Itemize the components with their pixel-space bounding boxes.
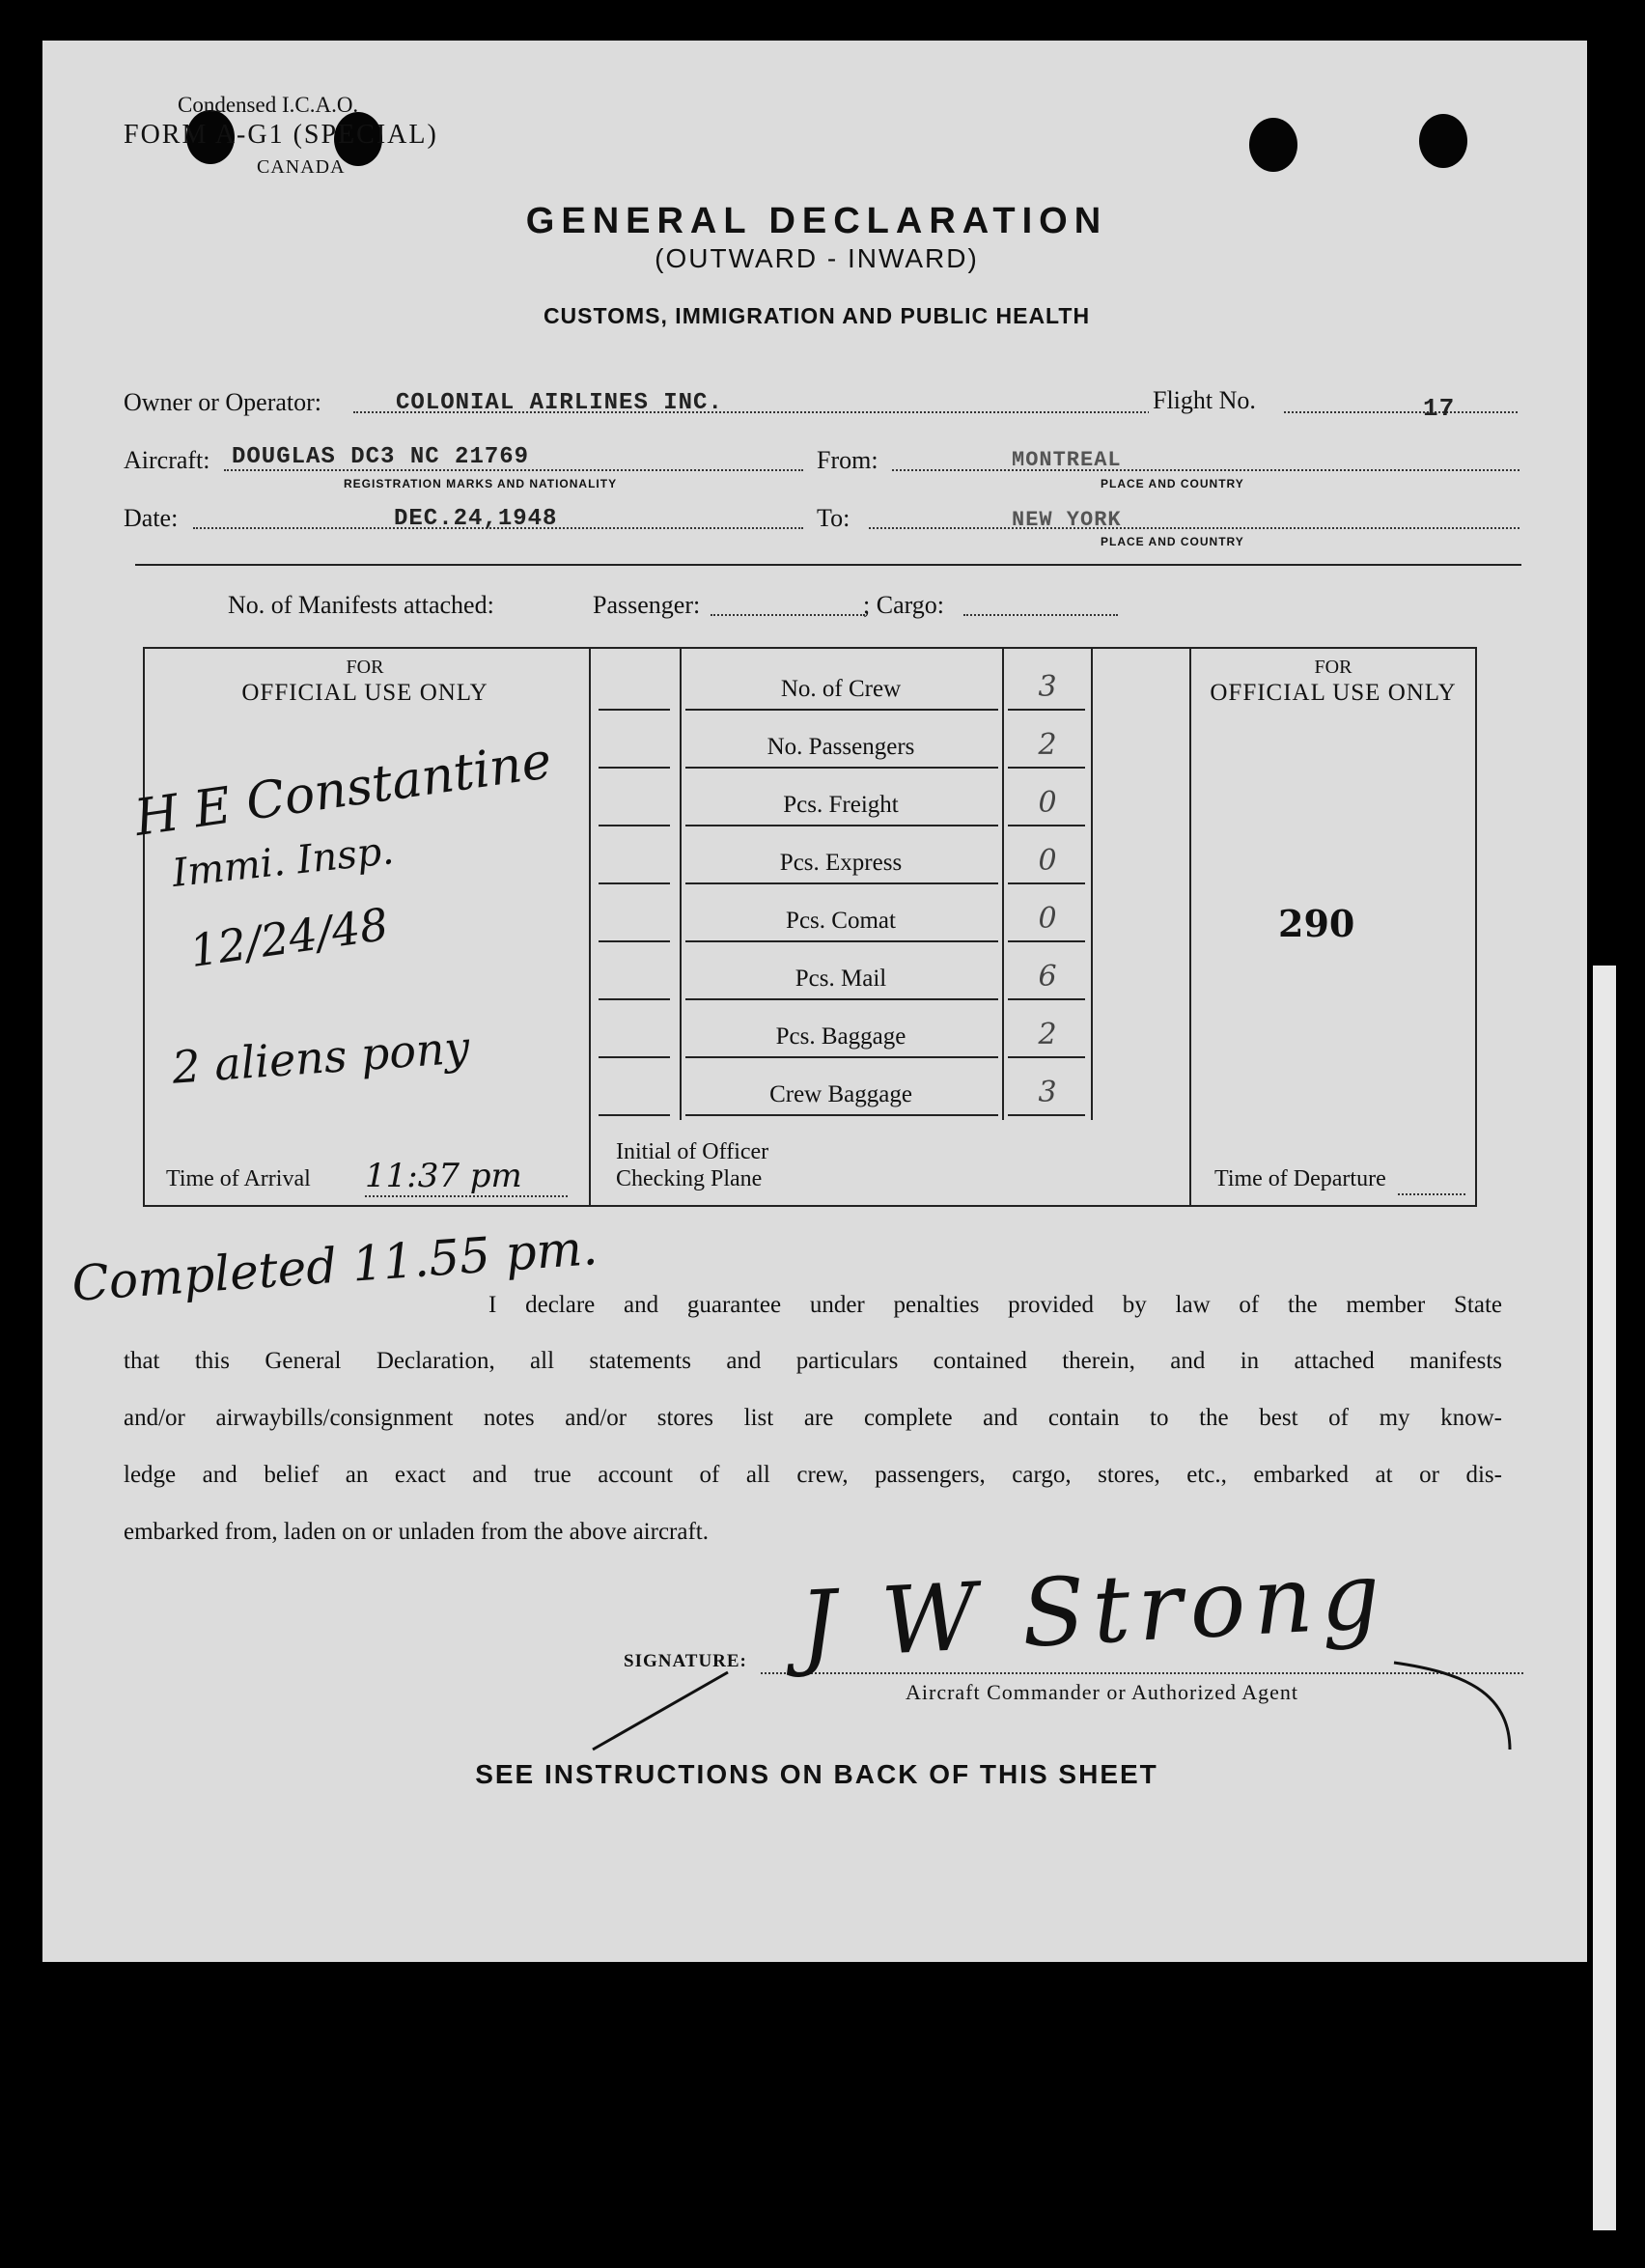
count-row-label: Crew Baggage bbox=[769, 1081, 912, 1107]
to-value: NEW YORK bbox=[1012, 508, 1122, 532]
count-row-label: Pcs. Freight bbox=[783, 792, 899, 818]
signature-caption: Aircraft Commander or Authorized Agent bbox=[906, 1680, 1299, 1704]
from-label: From: bbox=[817, 446, 878, 474]
count-row-label: Pcs. Comat bbox=[786, 908, 896, 934]
count-row-value: 2 bbox=[1038, 1018, 1057, 1051]
right-header-for: FOR bbox=[1314, 657, 1352, 678]
declaration-line-5: embarked from, laden on or unladen from the above aircraft. bbox=[124, 1519, 709, 1545]
count-row-label: No. of Crew bbox=[780, 676, 902, 702]
count-row bbox=[589, 724, 1189, 782]
departure-label: Time of Departure bbox=[1214, 1166, 1386, 1191]
punch-hole bbox=[1419, 114, 1467, 168]
to-label: To: bbox=[817, 504, 850, 532]
count-row-value: 3 bbox=[1038, 670, 1057, 704]
count-row-value: 0 bbox=[1038, 844, 1057, 878]
count-row-label: Pcs. Express bbox=[779, 850, 903, 876]
from-caption: PLACE AND COUNTRY bbox=[1101, 477, 1244, 490]
arrival-value: 11:37 pm bbox=[365, 1157, 522, 1195]
back-instructions-note: SEE INSTRUCTIONS ON BACK OF THIS SHEET bbox=[475, 1759, 1158, 1789]
official-blank-line bbox=[599, 1056, 670, 1058]
declaration-line-4: ledge and belief an exact and true account of all crew, passengers, cargo, stores, etc., embarked at or dis- bbox=[124, 1462, 1502, 1488]
passenger-manifest-label: Passenger: bbox=[593, 591, 701, 619]
department-heading: CUSTOMS, IMMIGRATION AND PUBLIC HEALTH bbox=[543, 303, 1091, 328]
owner-value: COLONIAL AIRLINES INC. bbox=[396, 390, 723, 416]
arrival-label: Time of Arrival bbox=[166, 1166, 311, 1191]
official-blank-line bbox=[599, 825, 670, 826]
count-row-value: 3 bbox=[1038, 1076, 1057, 1109]
aircraft-value: DOUGLAS DC3 NC 21769 bbox=[232, 444, 530, 470]
handwritten-note-date: 12/24/48 bbox=[186, 897, 392, 978]
count-row-value: 2 bbox=[1038, 728, 1057, 762]
count-row bbox=[589, 840, 1189, 898]
count-row bbox=[589, 956, 1189, 1014]
count-row-label: No. Passengers bbox=[767, 734, 915, 760]
count-row-value: 0 bbox=[1038, 902, 1057, 936]
count-row bbox=[589, 1072, 1189, 1130]
date-value: DEC.24,1948 bbox=[394, 506, 558, 532]
cargo-manifest-label: ; Cargo: bbox=[863, 591, 945, 619]
declaration-form bbox=[42, 41, 1587, 1962]
divider bbox=[135, 564, 1521, 566]
manifests-label: No. of Manifests attached: bbox=[228, 591, 494, 619]
signature-strokes bbox=[583, 1566, 1548, 1759]
official-blank-line bbox=[599, 998, 670, 1000]
count-row bbox=[589, 898, 1189, 956]
handwritten-completed-note: Completed 11.55 pm. bbox=[70, 1219, 599, 1312]
stamp-number: 290 bbox=[1278, 902, 1355, 945]
handwritten-note-title: Immi. Insp. bbox=[170, 828, 397, 896]
flight-value: 17 bbox=[1423, 394, 1456, 423]
signature-label: SIGNATURE: bbox=[624, 1651, 747, 1671]
count-row bbox=[589, 1014, 1189, 1072]
declaration-table bbox=[130, 647, 1533, 1207]
flight-label: Flight No. bbox=[1149, 386, 1256, 415]
page-subtitle: (OUTWARD - INWARD) bbox=[655, 243, 979, 273]
handwritten-note-inspector: H E Constantine bbox=[130, 732, 555, 848]
form-id-line2: FORM A-G1 (SPECIAL) bbox=[124, 120, 438, 150]
count-row bbox=[589, 782, 1189, 840]
from-value: MONTREAL bbox=[1012, 448, 1122, 472]
count-row bbox=[589, 666, 1189, 724]
aircraft-label: Aircraft: bbox=[124, 446, 210, 474]
official-blank-line bbox=[599, 767, 670, 769]
official-blank-line bbox=[599, 940, 670, 942]
declaration-line-3: and/or airwaybills/consignment notes and/or stores list are complete and contain to the best of my know- bbox=[124, 1405, 1502, 1431]
right-header-official: OFFICIAL USE ONLY bbox=[1210, 680, 1457, 706]
official-blank-line bbox=[599, 709, 670, 711]
checking-plane-label: Checking Plane bbox=[616, 1166, 763, 1191]
form-id-line1: Condensed I.C.A.O. bbox=[178, 93, 359, 117]
initial-officer-label: Initial of Officer bbox=[616, 1139, 769, 1164]
left-header-for: FOR bbox=[346, 657, 384, 678]
official-blank-line bbox=[599, 882, 670, 884]
counts-rows bbox=[589, 647, 1189, 1149]
declaration-line-2: that this General Declaration, all statements and particulars contained therein, and in attached manifests bbox=[124, 1348, 1502, 1374]
to-caption: PLACE AND COUNTRY bbox=[1101, 535, 1244, 548]
declaration-line-1: I declare and guarantee under penalties provided by law of the member State bbox=[488, 1292, 1502, 1318]
count-row-label: Pcs. Baggage bbox=[775, 1023, 906, 1050]
paper-edge-strip bbox=[1593, 966, 1616, 2230]
count-row-value: 0 bbox=[1038, 786, 1057, 820]
date-label: Date: bbox=[124, 504, 179, 532]
aircraft-caption: REGISTRATION MARKS AND NATIONALITY bbox=[344, 477, 618, 490]
official-blank-line bbox=[599, 1114, 670, 1116]
handwritten-note-aliens: 2 aliens pony bbox=[170, 1021, 472, 1094]
count-row-label: Pcs. Mail bbox=[795, 966, 887, 992]
form-id-country: CANADA bbox=[257, 156, 346, 178]
punch-hole bbox=[1249, 118, 1297, 172]
page-title: GENERAL DECLARATION bbox=[525, 201, 1108, 241]
count-row-value: 6 bbox=[1038, 960, 1057, 994]
handwritten-signature: J W Strong bbox=[796, 1541, 1391, 1680]
owner-label: Owner or Operator: bbox=[124, 388, 322, 416]
left-header-official: OFFICIAL USE ONLY bbox=[241, 680, 488, 706]
